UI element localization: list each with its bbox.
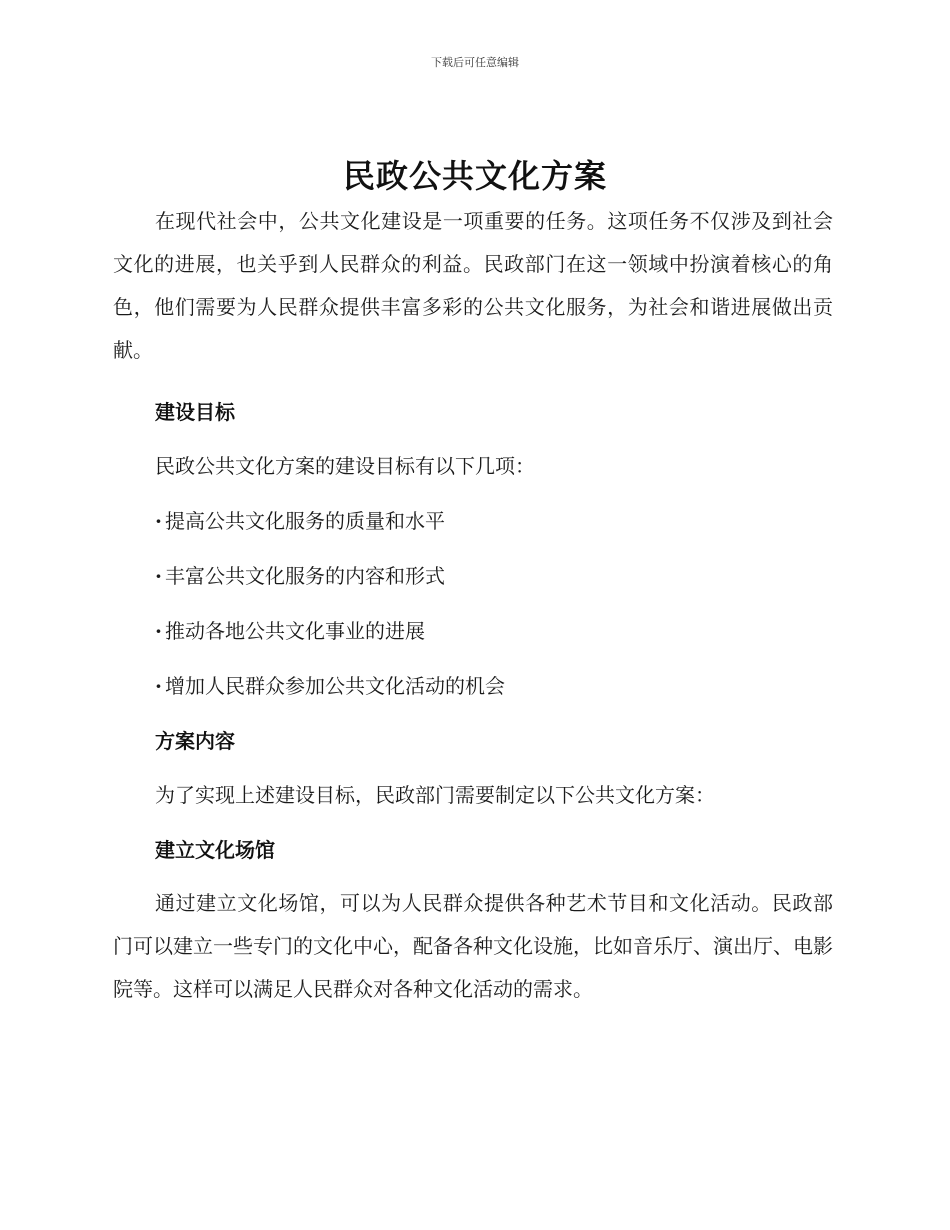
goal-item-text: 推动各地公共文化事业的进展	[165, 619, 425, 643]
heading-plan: 方案内容	[155, 729, 235, 753]
bullet-icon: ·	[155, 509, 162, 533]
goal-item-text: 提高公共文化服务的质量和水平	[165, 509, 445, 533]
header-note: 下载后可任意编辑	[431, 56, 519, 69]
goal-item	[113, 560, 833, 592]
intro-paragraph: 在现代社会中，公共文化建设是一项重要的任务。这项任务不仅涉及到社会文化的进展，也关乎到人民群众的利益。民政部门在这一领域中扮演着核心的角色，他们需要为人民群众提供丰富多彩的公共文化服务，为社会和谐进展做出贡献。	[113, 209, 833, 362]
goal-item	[113, 670, 833, 702]
plan-lead: 为了实现上述建设目标，民政部门需要制定以下公共文化方案：	[155, 783, 715, 807]
heading-venue: 建立文化场馆	[155, 838, 275, 862]
goal-item	[113, 505, 833, 537]
goal-item	[113, 615, 833, 647]
bullet-icon: ·	[155, 564, 162, 588]
bullet-icon: ·	[155, 674, 162, 698]
venue-paragraph: 通过建立文化场馆，可以为人民群众提供各种艺术节目和文化活动。民政部门可以建立一些专门的文化中心，配备各种文化设施，比如音乐厅、演出厅、电影院等。这样可以满足人民群众对各种文化活动的需求。	[113, 891, 833, 1001]
document-body	[113, 200, 833, 1011]
goal-item-text: 丰富公共文化服务的内容和形式	[165, 564, 445, 588]
goals-lead: 民政公共文化方案的建设目标有以下几项：	[155, 454, 535, 478]
goal-item-text: 增加人民群众参加公共文化活动的机会	[165, 674, 505, 698]
document-title: 民政公共文化方案	[342, 157, 607, 195]
heading-goals: 建设目标	[155, 400, 235, 424]
bullet-icon: ·	[155, 619, 162, 643]
